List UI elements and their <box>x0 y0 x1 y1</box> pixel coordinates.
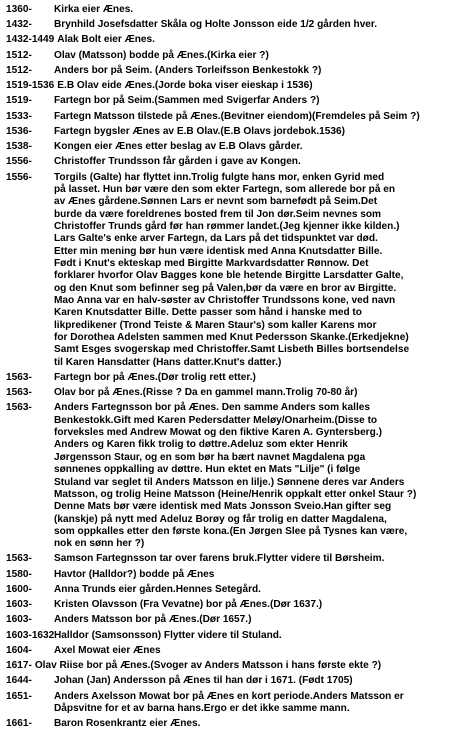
entry-year: 1360- <box>6 4 32 15</box>
entry-year: 1536- <box>6 125 32 137</box>
entry-text: Anders bor på Seim. (Anders Torleifsson Benkestokk ?) <box>54 64 322 76</box>
entry-year: 1644- <box>6 675 32 687</box>
list-item <box>6 50 463 62</box>
list-item <box>6 660 463 672</box>
entry-text: Anders Axelsson Mowat bor på Ænes en kort periode.Anders Matsson er Dåpsvitne for et av barna hans.Ergo er det ikke samme mann. <box>54 690 404 714</box>
entry-year: 1604- <box>6 644 32 656</box>
entry-year: 1651- <box>6 690 32 702</box>
entry-year: 1600- <box>6 583 32 595</box>
entry-text: Fartegn bor på Seim.(Sammen med Svigerfar Anders ?) <box>54 95 320 107</box>
list-item <box>6 34 463 46</box>
entry-text: Brynhild Josefsdatter Skåla og Holte Jonsson eide 1/2 gården hver. <box>54 19 378 31</box>
list-item <box>6 387 463 399</box>
list-item <box>6 614 463 626</box>
entry-text: E.B Olav eide Ænes.(Jorde boka viser eieskap i 1536) <box>57 80 313 92</box>
entry-text: Olav bor på Ænes.(Risse ? Da en gammel mann.Trolig 70-80 år) <box>54 387 358 399</box>
entry-year: 1432- <box>6 19 32 31</box>
entry-year: 1519-1536 <box>6 80 55 92</box>
entry-year: 1563- <box>6 387 32 399</box>
entry-year: 1603-1632 <box>6 629 55 641</box>
entry-year: 1533- <box>6 110 32 122</box>
list-item <box>6 172 463 370</box>
entry-year: 1603- <box>6 614 32 626</box>
entry-year: 1563- <box>6 553 32 565</box>
list-item <box>6 691 463 716</box>
entry-year: 1519- <box>6 95 32 107</box>
list-item <box>6 599 463 611</box>
entry-text: Fartegn Matsson tilstede på Ænes.(Bevitner eiendom)(Fremdeles på Seim ?) <box>54 110 420 122</box>
entry-year: 1556- <box>6 156 32 168</box>
entry-text: Kongen eier Ænes etter beslag av E.B Olavs gårder. <box>54 141 303 153</box>
list-item <box>6 95 463 107</box>
list-item <box>6 645 463 657</box>
entry-text: Halldor (Samsonsson) Flytter videre til Stuland. <box>54 629 282 641</box>
entry-text: Anna Trunds eier gården.Hennes Setegård. <box>54 583 261 595</box>
entry-year: 1580- <box>6 568 32 580</box>
entry-text: Samson Fartegnsson tar over farens bruk.Flytter videre til Børsheim. <box>54 553 385 565</box>
list-item <box>6 141 463 153</box>
entry-year: 1617- <box>6 660 32 672</box>
entry-text: Kirka eier Ænes. <box>54 4 134 15</box>
entry-year: 1603- <box>6 599 32 611</box>
entry-text: Olav Riise bor på Ænes.(Svoger av Anders Matsson i hans første ekte ?) <box>34 660 382 672</box>
entry-year: 1538- <box>6 141 32 153</box>
entry-text: Axel Mowat eier Ænes <box>54 644 161 656</box>
entry-year: 1512- <box>6 64 32 76</box>
list-item <box>6 65 463 77</box>
entry-text: Johan (Jan) Andersson på Ænes til han dør i 1671. (Født 1705) <box>54 675 353 687</box>
entry-text: Olav (Matsson) bodde på Ænes.(Kirka eier ?) <box>54 49 269 61</box>
entry-text: Baron Rosenkrantz eier Ænes. <box>54 718 201 730</box>
list-item <box>6 126 463 138</box>
entry-year: 1432-1449 <box>6 34 55 46</box>
entry-text: Anders Fartegnsson bor på Ænes. Den samme Anders som kalles Benkestokk.Gift med Karen Pedersdatter Meløy/Onarheim.(Disse to forveksles med Andrew Mowat og den fiktive Karen A. Gyntersberg.) Anders og Karen fikk trolig to døttre.Adeluz som ekter Henrik Jørgensson Staur, og en som bør ha bært navnet Magdalena pga sønnenes oppkalling av døttre. Hun ektet en Mats "Lilje" (i følge Stuland var seglet til Anders Matsson en lilje.) Sønnene deres var Anders Matsson, og trolig Heine Matsson (Heine/Henrik oppkalt etter onkel Staur ?) Denne Mats bør være identisk med Mats Jonsson Sveio.Han gifter seg (kanskje) på nytt med Adeluz Borøy og får trolig en datter Magdalena, som oppkalles etter den første kona.(En Jørgen Slee på Tysnes kan være, nok en sønn her ?) <box>54 402 417 550</box>
list-item <box>6 569 463 581</box>
entry-year: 1563- <box>6 371 32 383</box>
list-item <box>6 675 463 687</box>
entry-year: 1563- <box>6 402 32 414</box>
list-item <box>6 80 463 92</box>
list-item <box>6 584 463 596</box>
entry-year: 1661- <box>6 718 32 730</box>
entry-text: Christoffer Trundsson får gården i gave av Kongen. <box>54 156 301 168</box>
list-item <box>6 111 463 123</box>
entry-text: Fartegn bygsler Ænes av E.B Olav.(E.B Olavs jordebok.1536) <box>54 125 345 137</box>
list-item <box>6 402 463 550</box>
entry-text: Havtor (Halldor?) bodde på Ænes <box>54 568 215 580</box>
list-item <box>6 19 463 31</box>
entry-text: Anders Matsson bor på Ænes.(Dør 1657.) <box>54 614 252 626</box>
entry-text: Torgils (Galte) har flyttet inn.Trolig fulgte hans mor, enken Gyrid med på lasset. Hun bør være den som ekter Fartegn, som allerede bor på en av Ænes gårdene.Sønnen Lars er nevnt som barnefødt på Seim.Det burde da være foreldrenes bosted frem til Jon dør.Seim nevnes som Christoffer Trunds gård før han rømmer landet.(Jeg kjenner ikke kilden.) Lars Galte's enke arver Fartegn, da Lars på det tidspunktet var død. Etter min mening bør hun være identisk med Anna Knutsdatter Bille. Født i Knut's ekteskap med Birgitte Markvardsdatter Rønnow. Det forklarer hvorfor Olav Bagges kone ble hetende Birgitte Larsdatter Galte, og den Knut som befinner seg på Valen,bør da være en bror av Birgitte. Mao Anna var en halv-søster av Christoffer Trundssons kone, ved navn Karen Knutsdatter Bille. Dette passer som hånd i hanske med to likpredikener (Trond Teiste & Maren Staur's) som kaller Karens mor for Dorothea Adelsten sammen med Knut Pedersson Skanke.(Erkedjekne) Samt Esges svogerskap med Christoffer.Samt Lisbeth Billes bortsendelse til Karen Hansdatter (Hans datter.Knut's datter.) <box>54 171 410 368</box>
list-item <box>6 718 463 730</box>
entry-text: Alak Bolt eier Ænes. <box>57 34 155 46</box>
list-item <box>6 553 463 565</box>
entry-year: 1512- <box>6 49 32 61</box>
entry-text: Kristen Olavsson (Fra Vevatne) bor på Ænes.(Dør 1637.) <box>54 599 323 611</box>
entry-year: 1556- <box>6 171 32 183</box>
list-item <box>6 4 463 16</box>
list-item <box>6 372 463 384</box>
list-item <box>6 630 463 642</box>
list-item <box>6 156 463 168</box>
entry-text: Fartegn bor på Ænes.(Dør trolig rett etter.) <box>54 371 256 383</box>
